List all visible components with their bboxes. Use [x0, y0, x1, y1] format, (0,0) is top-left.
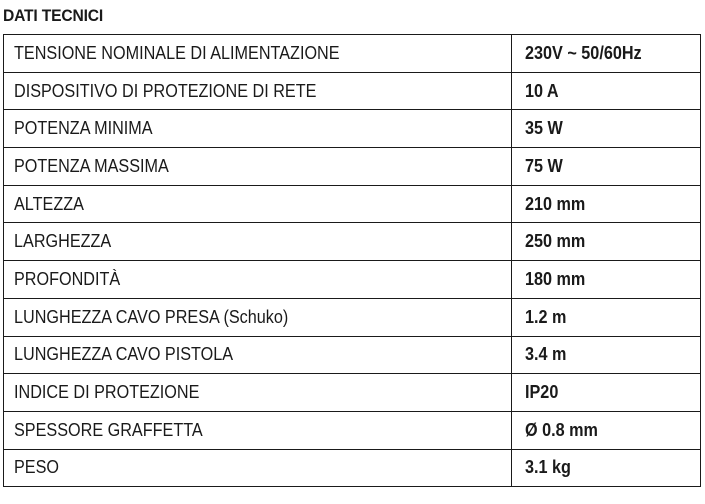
spec-label: TENSIONE NOMINALE DI ALIMENTAZIONE [14, 42, 340, 63]
spec-value-cell [512, 72, 701, 110]
spec-label-cell [4, 336, 512, 374]
spec-value-cell [512, 374, 701, 412]
spec-label-cell [4, 223, 512, 261]
spec-label-cell [4, 110, 512, 148]
spec-label: ALTEZZA [14, 193, 84, 214]
spec-value: 1.2 m [525, 306, 567, 327]
table-row [4, 223, 701, 261]
spec-label-cell [4, 298, 512, 336]
spec-value-cell [512, 411, 701, 449]
spec-value: 10 A [525, 80, 559, 101]
spec-value: 35 W [525, 118, 563, 139]
spec-label: DISPOSITIVO DI PROTEZIONE DI RETE [14, 80, 317, 101]
spec-value: Ø 0.8 mm [525, 419, 598, 440]
table-body [4, 35, 701, 487]
spec-value-cell [512, 261, 701, 299]
technical-data-table [3, 34, 701, 487]
table-row [4, 298, 701, 336]
spec-value: 210 mm [525, 193, 586, 214]
section-title: DATI TECNICI [3, 6, 104, 25]
spec-value: IP20 [525, 382, 559, 403]
spec-label: LARGHEZZA [14, 231, 112, 252]
spec-label-cell [4, 261, 512, 299]
table-row [4, 374, 701, 412]
table-row [4, 72, 701, 110]
table-row [4, 35, 701, 73]
spec-label: PESO [14, 457, 60, 478]
spec-label-cell [4, 35, 512, 73]
table-row [4, 449, 701, 487]
table-row [4, 148, 701, 186]
table-row [4, 110, 701, 148]
spec-value-cell [512, 110, 701, 148]
spec-label: POTENZA MASSIMA [14, 155, 169, 176]
spec-value-cell [512, 223, 701, 261]
spec-value-cell [512, 185, 701, 223]
spec-value: 180 mm [525, 268, 586, 289]
spec-value-cell [512, 35, 701, 73]
spec-value: 3.1 kg [525, 457, 571, 478]
table-row [4, 411, 701, 449]
spec-label-cell [4, 411, 512, 449]
spec-value: 3.4 m [525, 344, 567, 365]
spec-label-cell [4, 148, 512, 186]
spec-value-cell [512, 336, 701, 374]
spec-label-cell [4, 449, 512, 487]
spec-label: POTENZA MINIMA [14, 118, 153, 139]
spec-label: PROFONDITÀ [14, 268, 121, 289]
spec-value: 230V ~ 50/60Hz [525, 42, 642, 63]
spec-label: LUNGHEZZA CAVO PRESA (Schuko) [14, 306, 289, 327]
table-row [4, 336, 701, 374]
spec-value-cell [512, 449, 701, 487]
table-row [4, 185, 701, 223]
spec-value-cell [512, 148, 701, 186]
spec-value: 75 W [525, 155, 563, 176]
spec-label: INDICE DI PROTEZIONE [14, 382, 200, 403]
spec-label-cell [4, 185, 512, 223]
spec-label-cell [4, 72, 512, 110]
spec-value-cell [512, 298, 701, 336]
spec-label-cell [4, 374, 512, 412]
spec-label: LUNGHEZZA CAVO PISTOLA [14, 344, 234, 365]
table-row [4, 261, 701, 299]
spec-value: 250 mm [525, 231, 586, 252]
spec-label: SPESSORE GRAFFETTA [14, 419, 203, 440]
